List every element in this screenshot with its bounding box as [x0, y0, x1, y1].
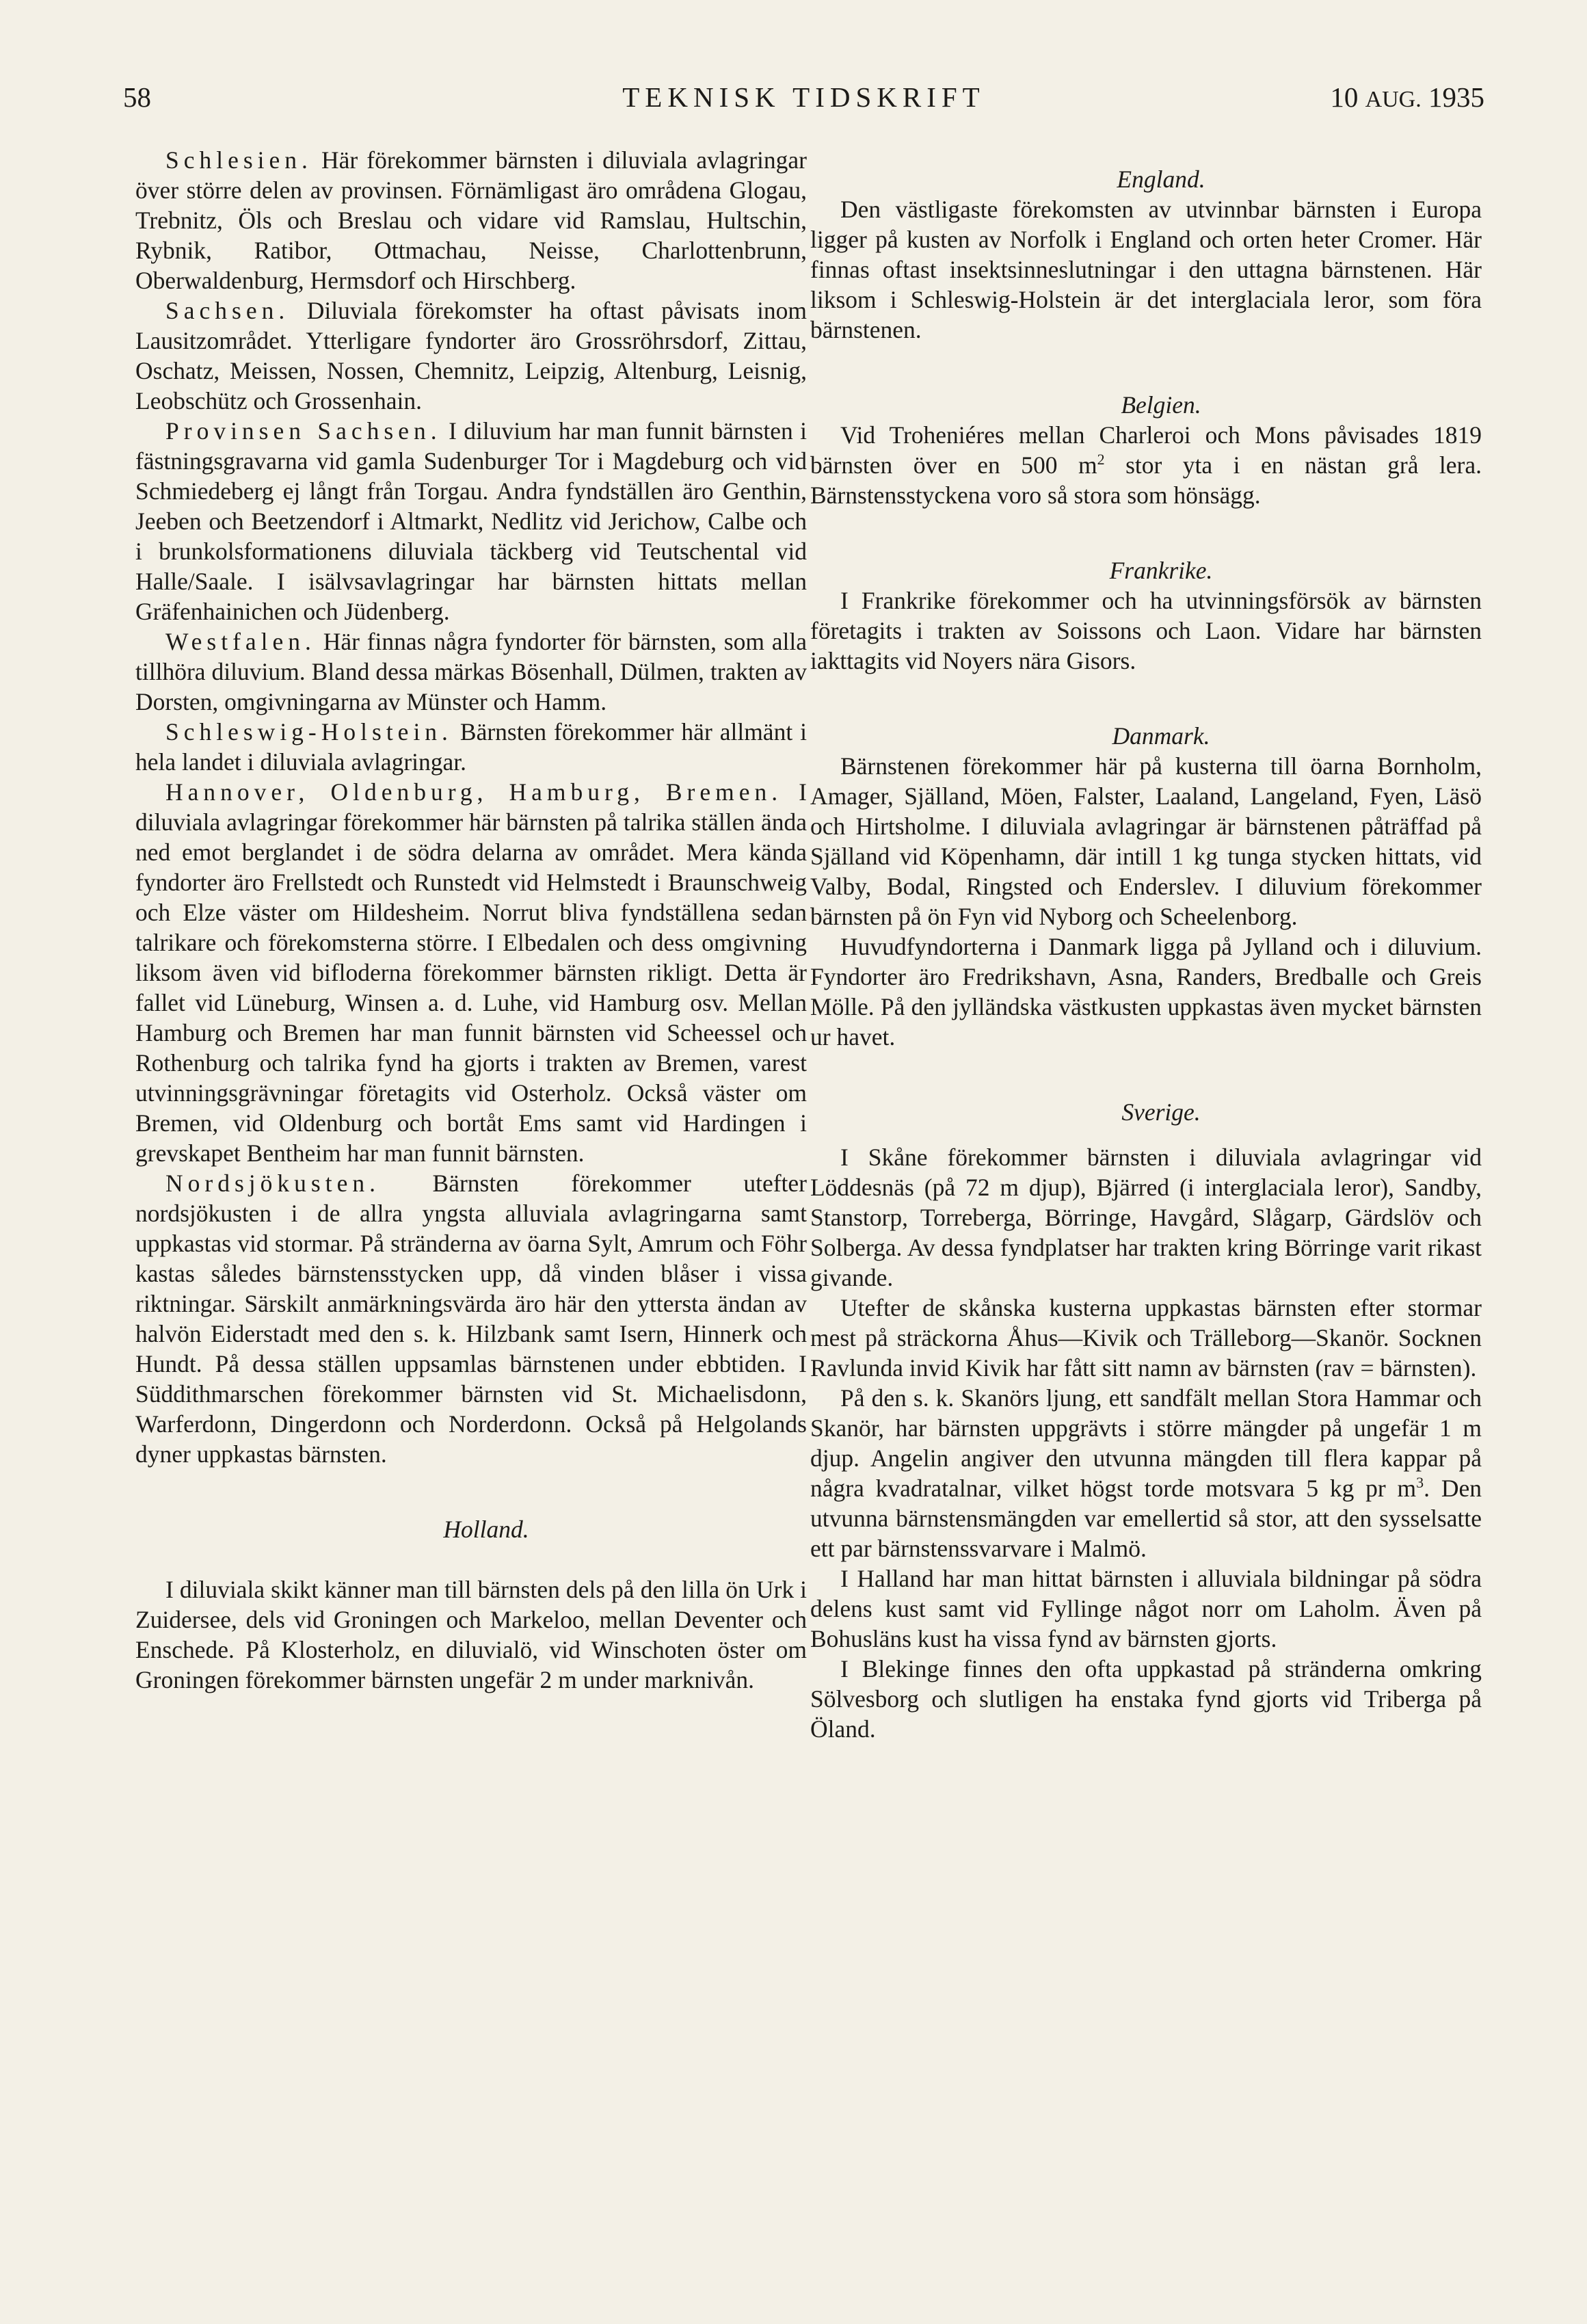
- section-title-frankrike: Frankrike.: [1109, 557, 1213, 584]
- date-day: 10: [1330, 81, 1359, 113]
- paragraph-sverige-1: I Skåne förekommer bärnsten i diluviala avlagringar vid Löddesnäs (på 72 m djup), Bjärred (i interglaciala leror), Sandby, Stanstorp, Torreberga, Börringe, Havgård, Slågarp, Gärdslöv och Solberga. Av dessa fyndplatser har trakten kring Börringe varit rikast givande.: [810, 1144, 1482, 1291]
- region-heading: Westfalen.: [165, 628, 316, 655]
- region-heading: Nordsjökusten.: [165, 1170, 380, 1197]
- section-title-sverige: Sverige.: [1121, 1098, 1201, 1126]
- section-title-danmark: Danmark.: [1112, 722, 1210, 750]
- paragraph-england: Den västligaste förekomsten av utvinnbar bärnsten i Europa ligger på kusten av Norfolk i England och orten heter Cromer. Här finnas oftast insektsinneslutningar i den uttagna bärnstenen. Här liksom i Schleswig-Holstein är det interglaciala leror, som föra bärnstenen.: [810, 196, 1482, 343]
- spacer: [135, 1544, 807, 1574]
- spacer: [810, 510, 1482, 555]
- section-title-holland: Holland.: [443, 1516, 529, 1543]
- left-column: [135, 145, 807, 1695]
- spacer: [810, 345, 1482, 390]
- right-column: [810, 145, 1482, 1744]
- paragraph-text: Bärnsten förekommer här allmänt i hela landet i diluviala avlagringar.: [135, 718, 807, 776]
- section-title-england: England.: [1117, 166, 1205, 193]
- page-number: 58: [123, 81, 151, 113]
- spacer: [135, 1469, 807, 1514]
- paragraph-hannover: [135, 777, 807, 1168]
- paragraph-text: stor yta i en nästan grå lera. Bärnstensstyckena voro så stora som hönsägg.: [810, 451, 1482, 509]
- region-heading: Hannover, Oldenburg, Hamburg, Bremen.: [165, 778, 783, 806]
- date-year: 1935: [1428, 81, 1484, 113]
- paragraph-nordsjokusten: [135, 1168, 807, 1469]
- paragraph-text: Bärnsten förekommer utefter nordsjökusten i de allra yngsta alluviala avlagringarna samt uppkastas vid stormar. På stränderna av öarna Sylt, Amrum och Föhr kastas således bärnstensstycken upp, då vinden blåser i vissa riktningar. Särskilt anmärkningsvärda äro här den yttersta ändan av halvön Eiderstadt med den s. k. Hilzbank samt Isern, Hinnerk och Hundt. På dessa ställen uppsamlas bärnstenen under ebbtiden. I Süddithmarschen förekommer bärnsten vid St. Michaelisdonn, Warferdonn, Dingerdonn och Norderdonn. Också på Helgolands dyner uppkastas bärnsten.: [135, 1170, 807, 1468]
- spacer: [810, 676, 1482, 721]
- journal-title: TEKNISK TIDSKRIFT: [622, 81, 985, 113]
- superscript: 2: [1097, 451, 1105, 468]
- spacer: [810, 1127, 1482, 1142]
- paragraph-belgien: [810, 420, 1482, 510]
- date-month: AUG.: [1365, 87, 1422, 112]
- issue-date: [1330, 81, 1484, 114]
- paragraph-danmark-2: Huvudfyndorterna i Danmark ligga på Jylland och i diluvium. Fyndorter äro Fredrikshavn, Asna, Randers, Bredballe och Greis Mölle. På den jylländska västkusten uppkastas även mycket bärnsten ur havet.: [810, 933, 1482, 1051]
- paragraph-sverige-2: Utefter de skånska kusterna uppkastas bärnsten efter stormar mest på sträckorna Åhus—Kivik och Trälleborg—Skanör. Socknen Ravlunda invid Kivik har fått sitt namn av bärnsten (rav = bärnsten).: [810, 1294, 1482, 1382]
- paragraph-sverige-3: [810, 1383, 1482, 1563]
- running-header: [123, 81, 1484, 122]
- paragraph-schlesien: [135, 145, 807, 295]
- paragraph-sverige-5: I Blekinge finnes den ofta uppkastad på stränderna omkring Sölvesborg och slutligen ha enstaka fynd gjorts vid Triberga på Öland.: [810, 1655, 1482, 1743]
- paragraph-schleswig-holstein: [135, 717, 807, 777]
- superscript: 3: [1416, 1474, 1424, 1492]
- region-heading: Sachsen.: [165, 297, 290, 324]
- section-title-belgien: Belgien.: [1121, 391, 1201, 419]
- spacer: [810, 1052, 1482, 1097]
- paragraph-sverige-4: I Halland har man hittat bärnsten i alluviala bildningar på södra delens kust samt vid Fyllinge något norr om Laholm. Även på Bohusläns kust ha vissa fynd av bärnsten gjorts.: [810, 1565, 1482, 1652]
- paragraph-provinsen-sachsen: [135, 416, 807, 626]
- paragraph-holland: I diluviala skikt känner man till bärnsten dels på den lilla ön Urk i Zuidersee, dels vid Groningen och Markeloo, mellan Deventer och Enschede. På Klosterholz, en diluvialö, vid Winschoten öster om Groningen förekommer bärnsten ungefär 2 m under marknivån.: [135, 1576, 807, 1693]
- paragraph-text: I diluviala avlagringar förekommer här bärnsten på talrika ställen ända ned emot berglandet i de södra delarna av området. Mera kända fyndorter äro Frellstedt och Runstedt vid Helmstedt i Braunschweig och Elze väster om Hildesheim. Norrut bliva fyndställena sedan talrikare och förekomsterna större. I Elbedalen och dess omgivning liksom även vid bifloderna förekommer bärnsten rikligt. Detta är fallet vid Lüneburg, Winsen a. d. Luhe, vid Hamburg osv. Mellan Hamburg och Bremen har man funnit bärnsten vid Scheessel och Rothenburg och talrika fynd ha gjorts i trakten av Bremen, varest utvinningsgrävningar företagits vid Osterholz. Också väster om Bremen, vid Oldenburg och bortåt Ems samt vid Hardingen i grevskapet Bentheim har man funnit bärnsten.: [135, 778, 807, 1167]
- region-heading: Schlesien.: [165, 146, 312, 174]
- spacer: [810, 145, 1482, 164]
- paragraph-text: I diluvium har man funnit bärnsten i fästningsgravarna vid gamla Sudenburger Tor i Magdeburg och vid Schmiedeberg ej långt från Torgau. Andra fyndställen äro Genthin, Jeeben och Beetzendorf i Altmarkt, Nedlitz vid Jerichow, Calbe och i brunkolsformationens diluviala täckberg vid Teutschental vid Halle/Saale. I isälvsavlagringar har bärnsten hittats mellan Gräfenhainichen och Jüdenberg.: [135, 417, 807, 625]
- paragraph-text: På den s. k. Skanörs ljung, ett sandfält mellan Stora Hammar och Skanör, har bärnsten uppgrävts i större mängder på ungefär 1 m djup. Angelin angiver den utvunna mängden till flera kappar på några kvadratalnar, vilket högst torde motsvara 5 kg pr m: [810, 1384, 1482, 1502]
- paragraph-westfalen: [135, 626, 807, 717]
- region-heading: Schleswig-Holstein.: [165, 718, 453, 745]
- paragraph-danmark-1: Bärnstenen förekommer här på kusterna till öarna Bornholm, Amager, Själland, Möen, Falster, Laaland, Langeland, Fyen, Läsö och Hirtsholme. I diluviala avlagringar är bärnstenen påträffad på Själland vid Köpenhamn, där intill 1 kg tunga stycken hittats, vid Valby, Bodal, Ringsted och Enderslev. I diluvium förekommer bärnsten på ön Fyn vid Nyborg och Scheelenborg.: [810, 752, 1482, 930]
- paragraph-text: Här förekommer bärnsten i diluviala avlagringar över större delen av provinsen. Förnämligast äro områdena Glogau, Trebnitz, Öls och Breslau och vidare vid Ramslau, Hultschin, Rybnik, Ratibor, Ottmachau, Neisse, Charlottenbrunn, Oberwaldenburg, Hermsdorf och Hirschberg.: [135, 146, 807, 294]
- region-heading: Provinsen Sachsen.: [165, 417, 442, 445]
- paragraph-frankrike: I Frankrike förekommer och ha utvinningsförsök av bärnsten företagits i trakten av Soissons och Laon. Vidare har bärnsten iakttagits vid Noyers nära Gisors.: [810, 587, 1482, 674]
- paragraph-text: Här finnas några fyndorter för bärnsten, som alla tillhöra diluvium. Bland dessa märkas Bösenhall, Dülmen, trakten av Dorsten, omgivningarna av Münster och Hamm.: [135, 628, 807, 715]
- paragraph-text: Diluviala förekomster ha oftast påvisats inom Lausitzområdet. Ytterligare fyndorter äro Grossröhrsdorf, Zittau, Oschatz, Meissen, Nossen, Chemnitz, Leipzig, Altenburg, Leisnig, Leobschütz och Grossenhain.: [135, 297, 807, 414]
- paragraph-text: . Den utvunna bärnstensmängden var emellertid så stor, att den sysselsatte ett par bärnstenssvarvare i Malmö.: [810, 1475, 1482, 1562]
- paragraph-sachsen: [135, 295, 807, 416]
- paragraph-text: Vid Troheniéres mellan Charleroi och Mons påvisades 1819 bärnsten över en 500 m: [810, 421, 1482, 479]
